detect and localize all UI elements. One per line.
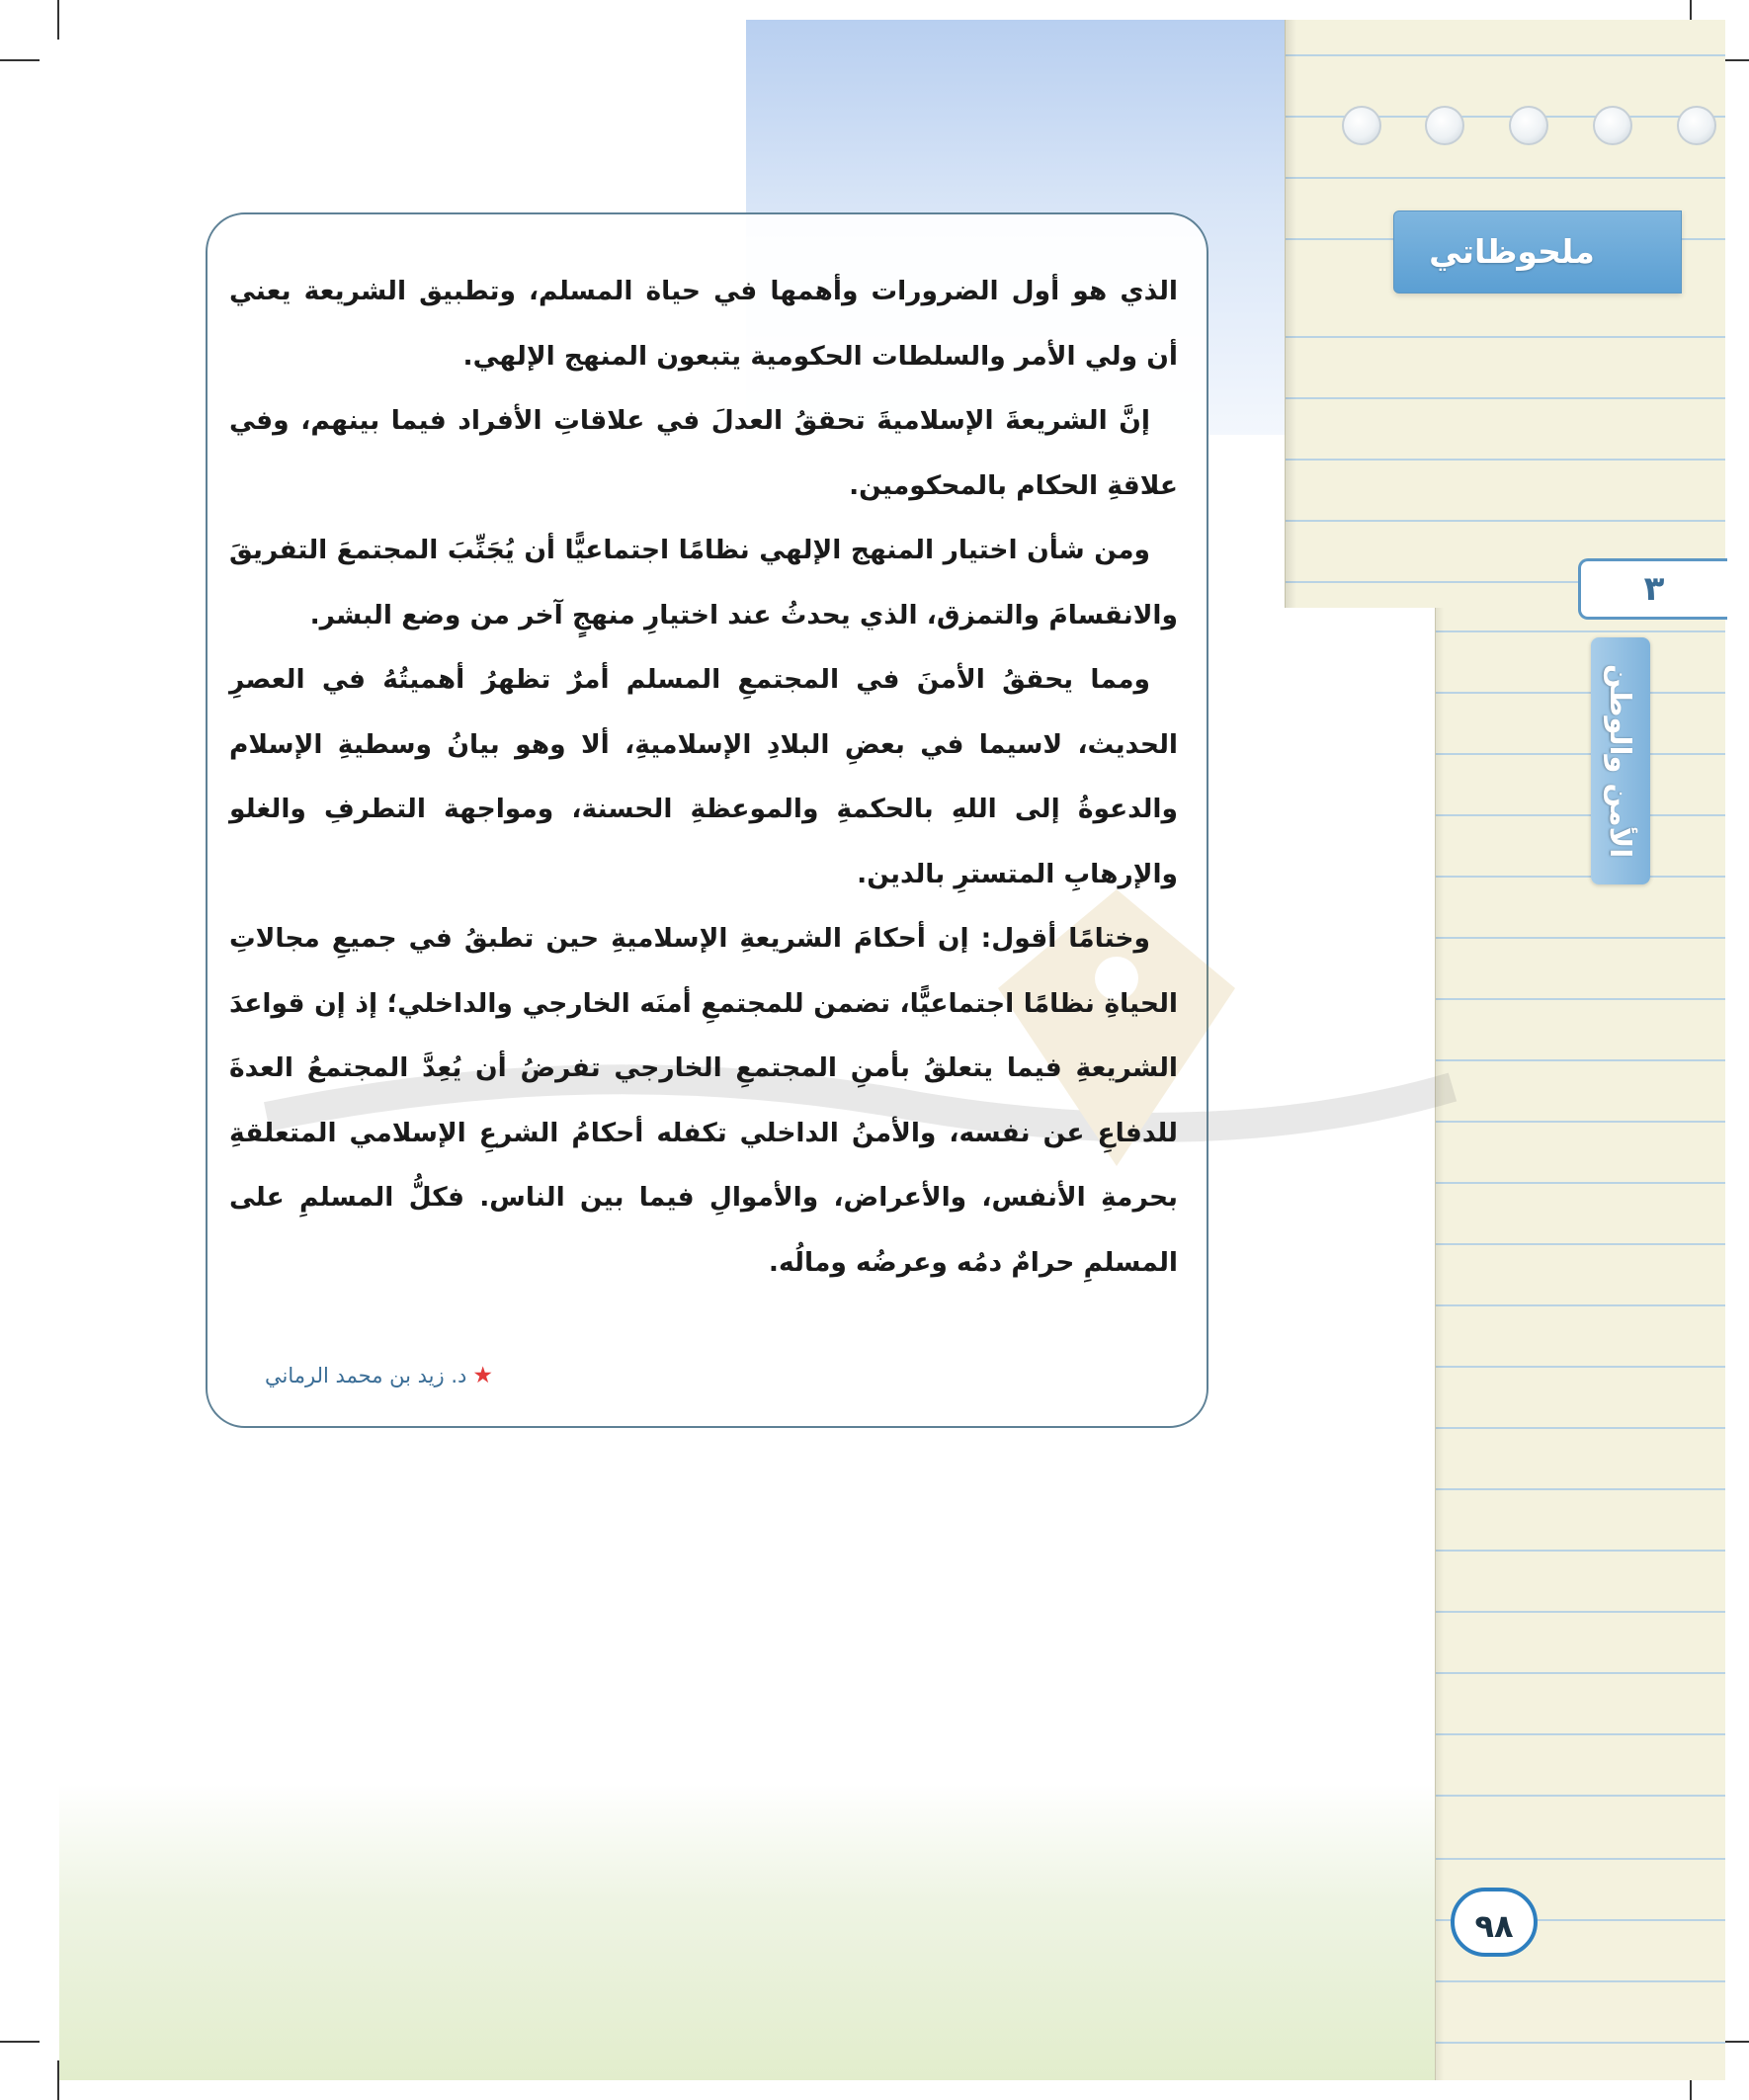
crop-mark: [0, 59, 40, 61]
article-paragraph: الذي هو أول الضرورات وأهمها في حياة المسلم، وتطبيق الشريعة يعني أن ولي الأمر والسلطات الحكومية يتبعون المنهج الإلهي.: [229, 276, 1178, 372]
crop-mark: [57, 0, 59, 40]
notes-panel-shadow: [1285, 20, 1296, 608]
unit-number: ٣: [1578, 558, 1727, 620]
article-paragraph: إنَّ الشريعةَ الإسلاميةَ تحققُ العدلَ في علاقاتِ الأفراد فيما بينهم، وفي علاقةِ الحكام بالمحكومين.: [229, 405, 1178, 501]
article-paragraph: ومما يحققُ الأمنَ في المجتمعِ المسلم أمرٌ تظهرُ أهميتُهُ في العصرِ الحديث، لاسيما في بعضِ البلادِ الإسلاميةِ، ألا وهو بيانُ وسطيةِ الإسلام والدعوةُ إلى اللهِ بالحكمةِ والموعظةِ الحسنة، ومواجهة التطرفِ والغلو والإرهابِ المتسترِ بالدين.: [229, 664, 1178, 889]
binder-hole-icon: [1425, 106, 1464, 145]
notes-panel-lower: [1435, 608, 1725, 2080]
binder-hole-icon: [1342, 106, 1381, 145]
page-number: ٩٨: [1451, 1888, 1538, 1957]
article-paragraph: ومن شأن اختيار المنهج الإلهي نظامًا اجتماعيًّا أن يُجَنِّبَ المجتمعَ التفريقَ والانقسامَ والتمزق، الذي يحدثُ عند اختيارِ منهجٍ آخر من وضع البشر.: [229, 535, 1178, 630]
footer-green-gradient: [59, 1784, 1438, 2080]
star-icon: ★: [472, 1363, 493, 1388]
crop-mark: [0, 2041, 40, 2043]
binder-hole-icon: [1677, 106, 1716, 145]
binder-hole-icon: [1593, 106, 1632, 145]
author-credit: [265, 1363, 561, 1398]
binder-hole-icon: [1509, 106, 1548, 145]
article-paragraph: وختامًا أقول: إن أحكامَ الشريعةِ الإسلاميةِ حين تطبقُ في جميعِ مجالاتِ الحياةِ نظامًا اجتماعيًّا، تضمن للمجتمعِ أمنَه الخارجي والداخلي؛ إذ إن قواعدَ الشريعةِ فيما يتعلقُ بأمنِ المجتمعِ الخارجي تفرضُ أن يُعِدَّ المجتمعُ العدةَ للدفاعِ عن نفسه، والأمنُ الداخلي تكفله أحكامُ الشرعِ الإسلامي المتعلقةِ بحرمةِ الأنفس، والأعراض، والأموالِ فيما بين الناس. فكلُّ المسلمِ على المسلمِ حرامٌ دمُه وعرضُه ومالُه.: [229, 923, 1178, 1278]
author-name: د. زيد بن محمد الرماني: [265, 1364, 467, 1387]
notes-title: ملحوظاتي: [1429, 232, 1595, 271]
article-text: [229, 259, 1178, 1295]
notes-panel-shadow: [1435, 608, 1445, 2080]
unit-title: الأمن والوطن: [1604, 663, 1637, 859]
